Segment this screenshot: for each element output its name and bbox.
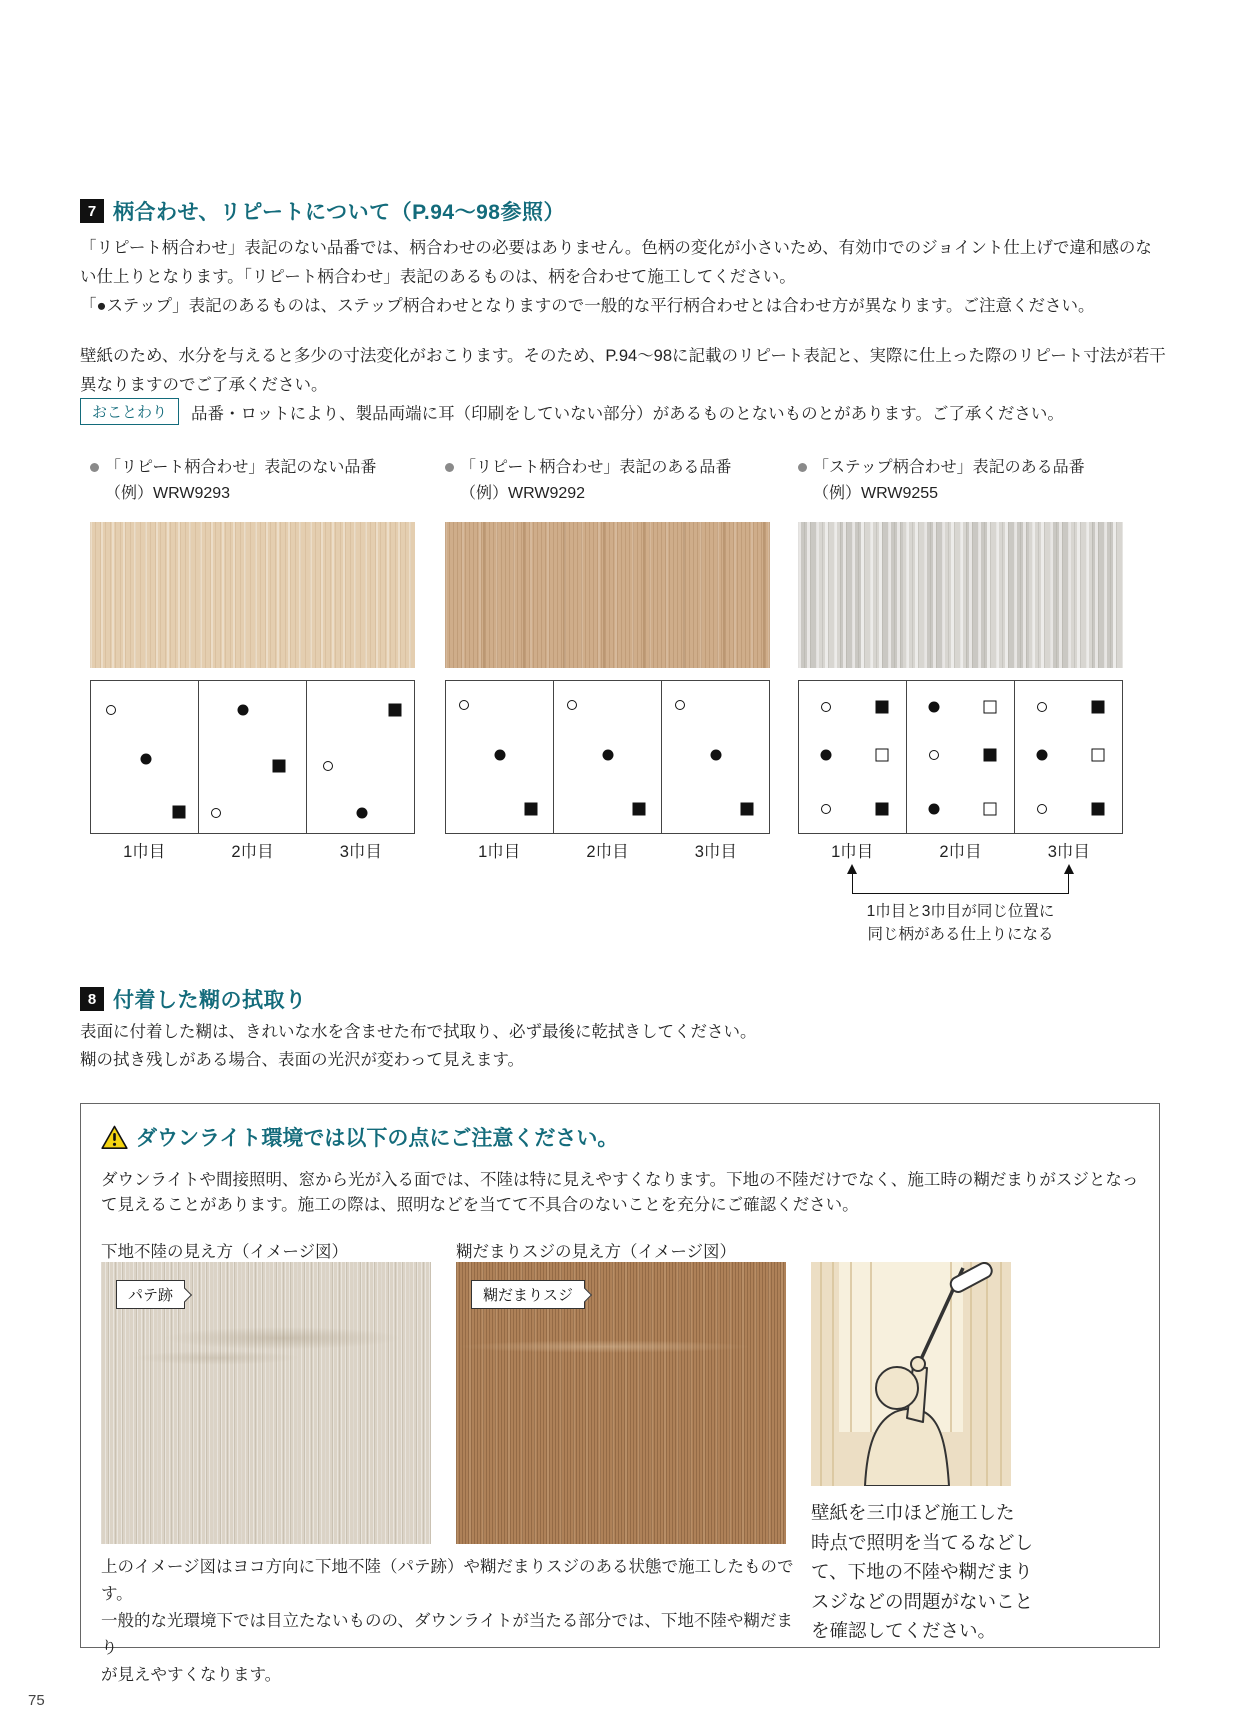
width-labels <box>90 838 415 862</box>
page-number: 75 <box>28 1692 45 1709</box>
circle-filled-marker-icon <box>356 808 367 819</box>
note-row <box>80 398 1064 425</box>
section7-title: 柄合わせ、リピートについて（P.94〜98参照） <box>113 201 565 224</box>
example-column-repeat <box>445 456 770 861</box>
square-filled-marker-icon <box>876 802 889 815</box>
example-code: （例）WRW9255 <box>813 485 939 502</box>
section7-paragraph-2 <box>80 342 1166 400</box>
glue-streak-bubble <box>471 1280 585 1309</box>
circle-open-marker-icon <box>1037 702 1047 712</box>
example-label-text: 「リピート柄合わせ」表記のある品番 <box>460 459 732 476</box>
circle-open-marker-icon <box>675 700 685 710</box>
square-filled-marker-icon <box>632 802 645 815</box>
width-label: 2巾目 <box>586 843 629 861</box>
right-line: 時点で照明を当てるなどし <box>811 1531 1034 1553</box>
same-position-bracket <box>798 864 1123 896</box>
section7-paragraph-1 <box>80 234 1166 321</box>
width-label: 2巾目 <box>231 843 274 861</box>
square-filled-marker-icon <box>1092 802 1105 815</box>
circle-open-marker-icon <box>929 750 939 760</box>
step-annotation <box>798 900 1123 946</box>
bullet-icon <box>445 463 454 472</box>
square-filled-marker-icon <box>740 802 753 815</box>
para3-text: 壁紙のため、水分を与えると多少の寸法変化がおこります。そのため、P.94〜98に記載のリピート表記と、実際に仕上った際のリピート寸法が若干異なりますのでご了承ください。 <box>80 347 1166 394</box>
section8-number-badge: 8 <box>80 987 104 1011</box>
circle-open-marker-icon <box>567 700 577 710</box>
section8-title: 付着した糊の拭取り <box>113 989 307 1012</box>
bubble-text: 糊だまりスジ <box>483 1287 574 1304</box>
bottom-line: 一般的な光環境下では目立たないものの、ダウンライトが当たる部分では、下地不陸や糊だまり <box>101 1612 793 1657</box>
example-label-text: 「リピート柄合わせ」表記のない品番 <box>105 459 377 476</box>
annotation-line: 1巾目と3巾目が同じ位置に <box>866 903 1055 920</box>
right-line: 壁紙を三巾ほど施工した <box>811 1502 1015 1523</box>
circle-filled-marker-icon <box>602 750 613 761</box>
right-line: スジなどの問題がないこと <box>811 1590 1034 1612</box>
bubble-text: パテ跡 <box>128 1287 174 1304</box>
example-label-text: 「ステップ柄合わせ」表記のある品番 <box>813 459 1085 476</box>
circle-open-marker-icon <box>211 808 221 818</box>
circle-filled-marker-icon <box>1036 750 1047 761</box>
wallpaper-swatch <box>445 522 770 668</box>
square-open-marker-icon <box>876 749 889 762</box>
bottom-explanation <box>101 1554 801 1689</box>
circle-filled-marker-icon <box>237 704 248 715</box>
wallpaper-swatch <box>798 522 1123 668</box>
right-instruction <box>811 1498 1151 1646</box>
circle-filled-marker-icon <box>928 803 939 814</box>
section8-body <box>80 1018 1166 1074</box>
square-filled-marker-icon <box>388 703 401 716</box>
warning-triangle-icon <box>101 1125 128 1150</box>
width-label: 3巾目 <box>1047 843 1090 861</box>
bullet-icon <box>90 463 99 472</box>
square-filled-marker-icon <box>984 749 997 762</box>
diagram-panel <box>307 681 414 833</box>
circle-open-marker-icon <box>323 761 333 771</box>
circle-filled-marker-icon <box>928 701 939 712</box>
width-labels <box>445 838 770 862</box>
width-labels <box>798 838 1123 862</box>
square-open-marker-icon <box>1092 749 1105 762</box>
circle-open-marker-icon <box>821 804 831 814</box>
caption-putty: 下地不陸の見え方（イメージ図） <box>101 1243 349 1261</box>
section8-line: 表面に付着した糊は、きれいな水を含ませた布で拭取り、必ず最後に乾拭きしてください。 <box>80 1023 757 1041</box>
example-column-no-repeat <box>90 456 415 861</box>
diagram-panel <box>907 681 1015 833</box>
width-label: 1巾目 <box>123 843 166 861</box>
section8-line: 糊の拭き残しがある場合、表面の光沢が変わって見えます。 <box>80 1051 525 1069</box>
downlight-warning-box <box>80 1103 1160 1684</box>
warning-header <box>101 1122 618 1152</box>
section7-number-badge: 7 <box>80 199 104 223</box>
square-filled-marker-icon <box>524 802 537 815</box>
bottom-line: 上のイメージ図はヨコ方向に下地不陸（パテ跡）や糊だまりスジのある状態で施工したものです。 <box>101 1558 794 1603</box>
example-label <box>798 456 1123 480</box>
diagram-panel <box>199 681 307 833</box>
example-code: （例）WRW9293 <box>105 485 231 502</box>
circle-filled-marker-icon <box>140 753 151 764</box>
bottom-line: が見えやすくなります。 <box>101 1666 282 1684</box>
square-open-marker-icon <box>984 700 997 713</box>
diagram-panel <box>446 681 554 833</box>
diagram-panel <box>1015 681 1122 833</box>
circle-filled-marker-icon <box>820 750 831 761</box>
section8-header <box>80 984 307 1014</box>
wallpaper-swatch <box>90 522 415 668</box>
para2-text: 「●ステップ」表記のあるものは、ステップ柄合わせとなりますので一般的な平行柄合わせとは合わせ方が異なります。ご注意ください。 <box>80 297 1095 315</box>
square-filled-marker-icon <box>876 700 889 713</box>
diagram-panel <box>799 681 907 833</box>
width-label: 2巾目 <box>939 843 982 861</box>
example-code: （例）WRW9292 <box>460 485 586 502</box>
diagram-panel <box>554 681 662 833</box>
circle-filled-marker-icon <box>494 750 505 761</box>
putty-trace-bubble <box>116 1280 185 1309</box>
example-column-step <box>798 456 1123 943</box>
warning-body: ダウンライトや間接照明、窓から光が入る面では、不陸は特に見えやすくなります。下地の不陸だけでなく、施工時の糊だまりがスジとなって見えることがあります。施工の際は、照明などを当てて不具合のないことを充分にご確認ください。 <box>101 1171 1139 1214</box>
bullet-icon <box>798 463 807 472</box>
section7-header <box>80 196 565 226</box>
note-text: 品番・ロットにより、製品両端に耳（印刷をしていない部分）があるものとないものとがあります。ご了承ください。 <box>191 404 1064 423</box>
warning-title: ダウンライト環境では以下の点にご注意ください。 <box>136 1127 619 1150</box>
caption-glue-streak: 糊だまりスジの見え方（イメージ図） <box>456 1243 737 1261</box>
square-open-marker-icon <box>984 802 997 815</box>
example-label <box>90 456 415 480</box>
para1-text: 「リピート柄合わせ」表記のない品番では、柄合わせの必要はありません。色柄の変化が小さいため、有効巾でのジョイント仕上げで違和感のない仕上りとなります。「リピート柄合わせ」表記のあるものは、柄を合わせて施工してください。 <box>80 239 1152 286</box>
pattern-diagram <box>445 680 770 834</box>
width-label: 1巾目 <box>478 843 521 861</box>
square-filled-marker-icon <box>1092 700 1105 713</box>
diagram-panel <box>662 681 769 833</box>
circle-filled-marker-icon <box>710 750 721 761</box>
diagram-panel <box>91 681 199 833</box>
bracket-line <box>852 873 1069 894</box>
note-label-box: おことわり <box>80 398 179 425</box>
pattern-diagram <box>90 680 415 834</box>
width-label: 3巾目 <box>694 843 737 861</box>
example-label <box>445 456 770 480</box>
worker-checking-light-illustration <box>811 1262 1011 1486</box>
width-label: 1巾目 <box>831 843 874 861</box>
circle-open-marker-icon <box>821 702 831 712</box>
circle-open-marker-icon <box>1037 804 1047 814</box>
right-line: を確認してください。 <box>811 1620 997 1641</box>
width-label: 3巾目 <box>339 843 382 861</box>
square-filled-marker-icon <box>273 760 286 773</box>
right-line: て、下地の不陸や糊だまり <box>811 1561 1033 1582</box>
square-filled-marker-icon <box>172 805 185 818</box>
circle-open-marker-icon <box>106 705 116 715</box>
circle-open-marker-icon <box>459 700 469 710</box>
annotation-line: 同じ柄がある仕上りになる <box>867 926 1054 943</box>
pattern-diagram <box>798 680 1123 834</box>
